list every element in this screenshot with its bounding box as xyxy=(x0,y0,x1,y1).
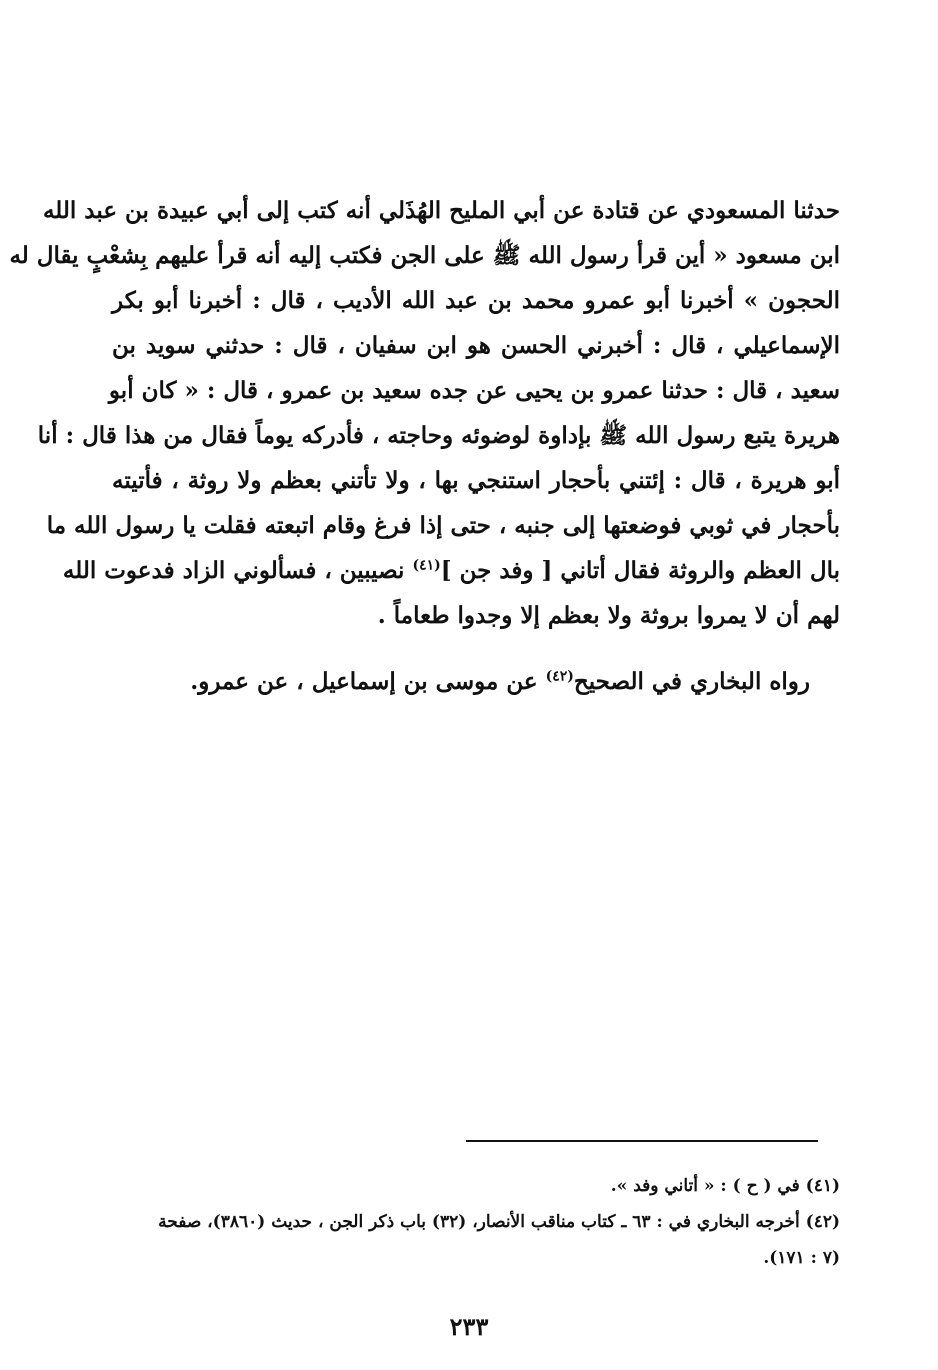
body-line-4: الإسماعيلي ، قال : أخبرني الحسن هو ابن سفيان ، قال : حدثني سويد بن xyxy=(112,332,840,359)
body-line-8: بأحجار في ثوبي فوضعتها إلى جنبه ، حتى إذا فرغ وقام اتبعته فقلت يا رسول الله ما xyxy=(46,512,840,539)
body-line-6: هريرة يتبع رسول الله ﷺ بإداوة لوضوئه وحاجته ، فأدركه يوماً فقال من هذا قال : أنا xyxy=(37,422,840,449)
narration-line xyxy=(110,660,810,704)
body-line-2: ابن مسعود « أين قرأ رسول الله ﷺ على الجن فكتب إليه أنه قرأ عليهم بِشعْبٍ يقال له xyxy=(9,242,840,269)
body-line-10: لهم أن لا يمروا بروثة ولا بعظم إلا وجدوا طعاماً . xyxy=(377,602,840,629)
body-line-3: الحجون » أخبرنا أبو عمرو محمد بن عبد الله الأديب ، قال : أخبرنا أبو بكر xyxy=(112,287,840,314)
footnote-42-continued: (٧ : ١٧١). xyxy=(763,1248,840,1268)
body-line-7: أبو هريرة ، قال : إئتني بأحجار استنجي بها ، ولا تأتني بعظم ولا روثة ، فأتيته xyxy=(112,467,840,494)
narration-start: رواه البخاري في الصحيح xyxy=(573,668,810,695)
footnotes xyxy=(112,1168,840,1276)
narration-end: عن موسى بن إسماعيل ، عن عمرو. xyxy=(190,668,546,695)
body-line-1: حدثنا المسعودي عن قتادة عن أبي المليح الهُذَلي أنه كتب إلى أبي عبيدة بن عبد الله xyxy=(42,197,840,224)
body-line-9-end: نصيبين ، فسألوني الزاد فدعوت الله xyxy=(62,557,413,584)
body-text xyxy=(9,188,840,638)
footnote-41: (٤١) في ( ح ) : « أتاني وفد ». xyxy=(610,1176,840,1196)
page-number: ٢٣٣ xyxy=(449,1312,489,1341)
body-line-9-start: بال العظم والروثة فقال أتاني [ وفد جن ] xyxy=(440,557,840,584)
body-line-5: سعيد ، قال : حدثنا عمرو بن يحيى عن جده سعيد بن عمرو ، قال : « كان أبو xyxy=(108,377,840,404)
footnote-separator xyxy=(466,1140,818,1142)
footnote-marker-41: (٤١) xyxy=(412,557,441,574)
footnote-42: (٤٢) أخرجه البخاري في : ٦٣ ـ كتاب مناقب الأنصار، (٣٢) باب ذكر الجن ، حديث (٣٨٦٠)، صفحة xyxy=(158,1212,840,1232)
footnote-marker-42: (٤٢) xyxy=(545,668,574,685)
body-line-9 xyxy=(62,548,840,593)
